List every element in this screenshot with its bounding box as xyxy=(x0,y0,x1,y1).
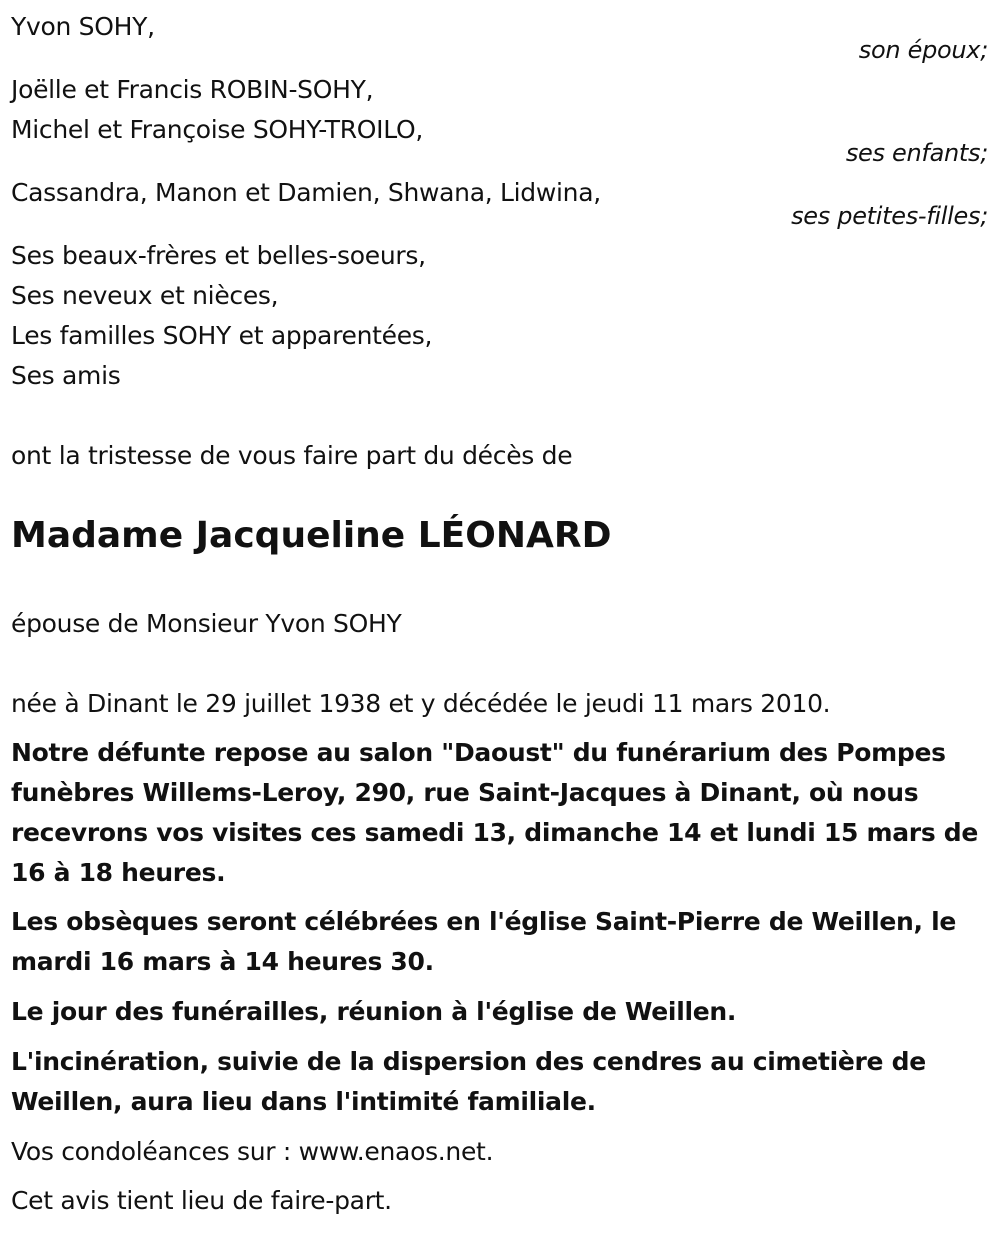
husband-name: Yvon SOHY, xyxy=(11,12,155,41)
spouse-line: épouse de Monsieur Yvon SOHY xyxy=(11,609,402,638)
cremation-line: L'incinération, suivie de la dispersion des cendres au cimetière de xyxy=(11,1047,926,1076)
relative-line: Ses beaux-frères et belles-soeurs, xyxy=(11,241,426,270)
relative-line: Ses neveux et nièces, xyxy=(11,281,279,310)
children-role: ses enfants; xyxy=(845,139,988,167)
child-line: Michel et Françoise SOHY-TROILO, xyxy=(11,115,423,144)
closing-line: Cet avis tient lieu de faire-part. xyxy=(11,1186,392,1215)
meeting-line: Le jour des funérailles, réunion à l'église de Weillen. xyxy=(11,997,737,1026)
funeral-line: Les obsèques seront célébrées en l'église Saint-Pierre de Weillen, le xyxy=(11,907,957,936)
relative-line: Ses amis xyxy=(11,361,121,390)
visitation-line: Notre défunte repose au salon "Daoust" du funérarium des Pompes xyxy=(11,738,946,767)
visitation-line: 16 à 18 heures. xyxy=(11,858,226,887)
visitation-line: funèbres Willems-Leroy, 290, rue Saint-Jacques à Dinant, où nous xyxy=(11,778,919,807)
condolences-line: Vos condoléances sur : www.enaos.net. xyxy=(11,1137,494,1166)
deceased-name: Madame Jacqueline LÉONARD xyxy=(11,515,612,556)
relative-line: Les familles SOHY et apparentées, xyxy=(11,321,433,350)
announcement-text: ont la tristesse de vous faire part du décès de xyxy=(11,441,573,470)
cremation-line: Weillen, aura lieu dans l'intimité familiale. xyxy=(11,1087,596,1116)
visitation-line: recevrons vos visites ces samedi 13, dimanche 14 et lundi 15 mars de xyxy=(11,818,979,847)
funeral-line: mardi 16 mars à 14 heures 30. xyxy=(11,947,434,976)
birth-death-line: née à Dinant le 29 juillet 1938 et y décédée le jeudi 11 mars 2010. xyxy=(11,689,831,718)
child-line: Joëlle et Francis ROBIN-SOHY, xyxy=(11,75,374,104)
grandchildren-line: Cassandra, Manon et Damien, Shwana, Lidwina, xyxy=(11,178,601,207)
husband-role: son époux; xyxy=(858,36,988,64)
grandchildren-role: ses petites-filles; xyxy=(791,202,988,230)
